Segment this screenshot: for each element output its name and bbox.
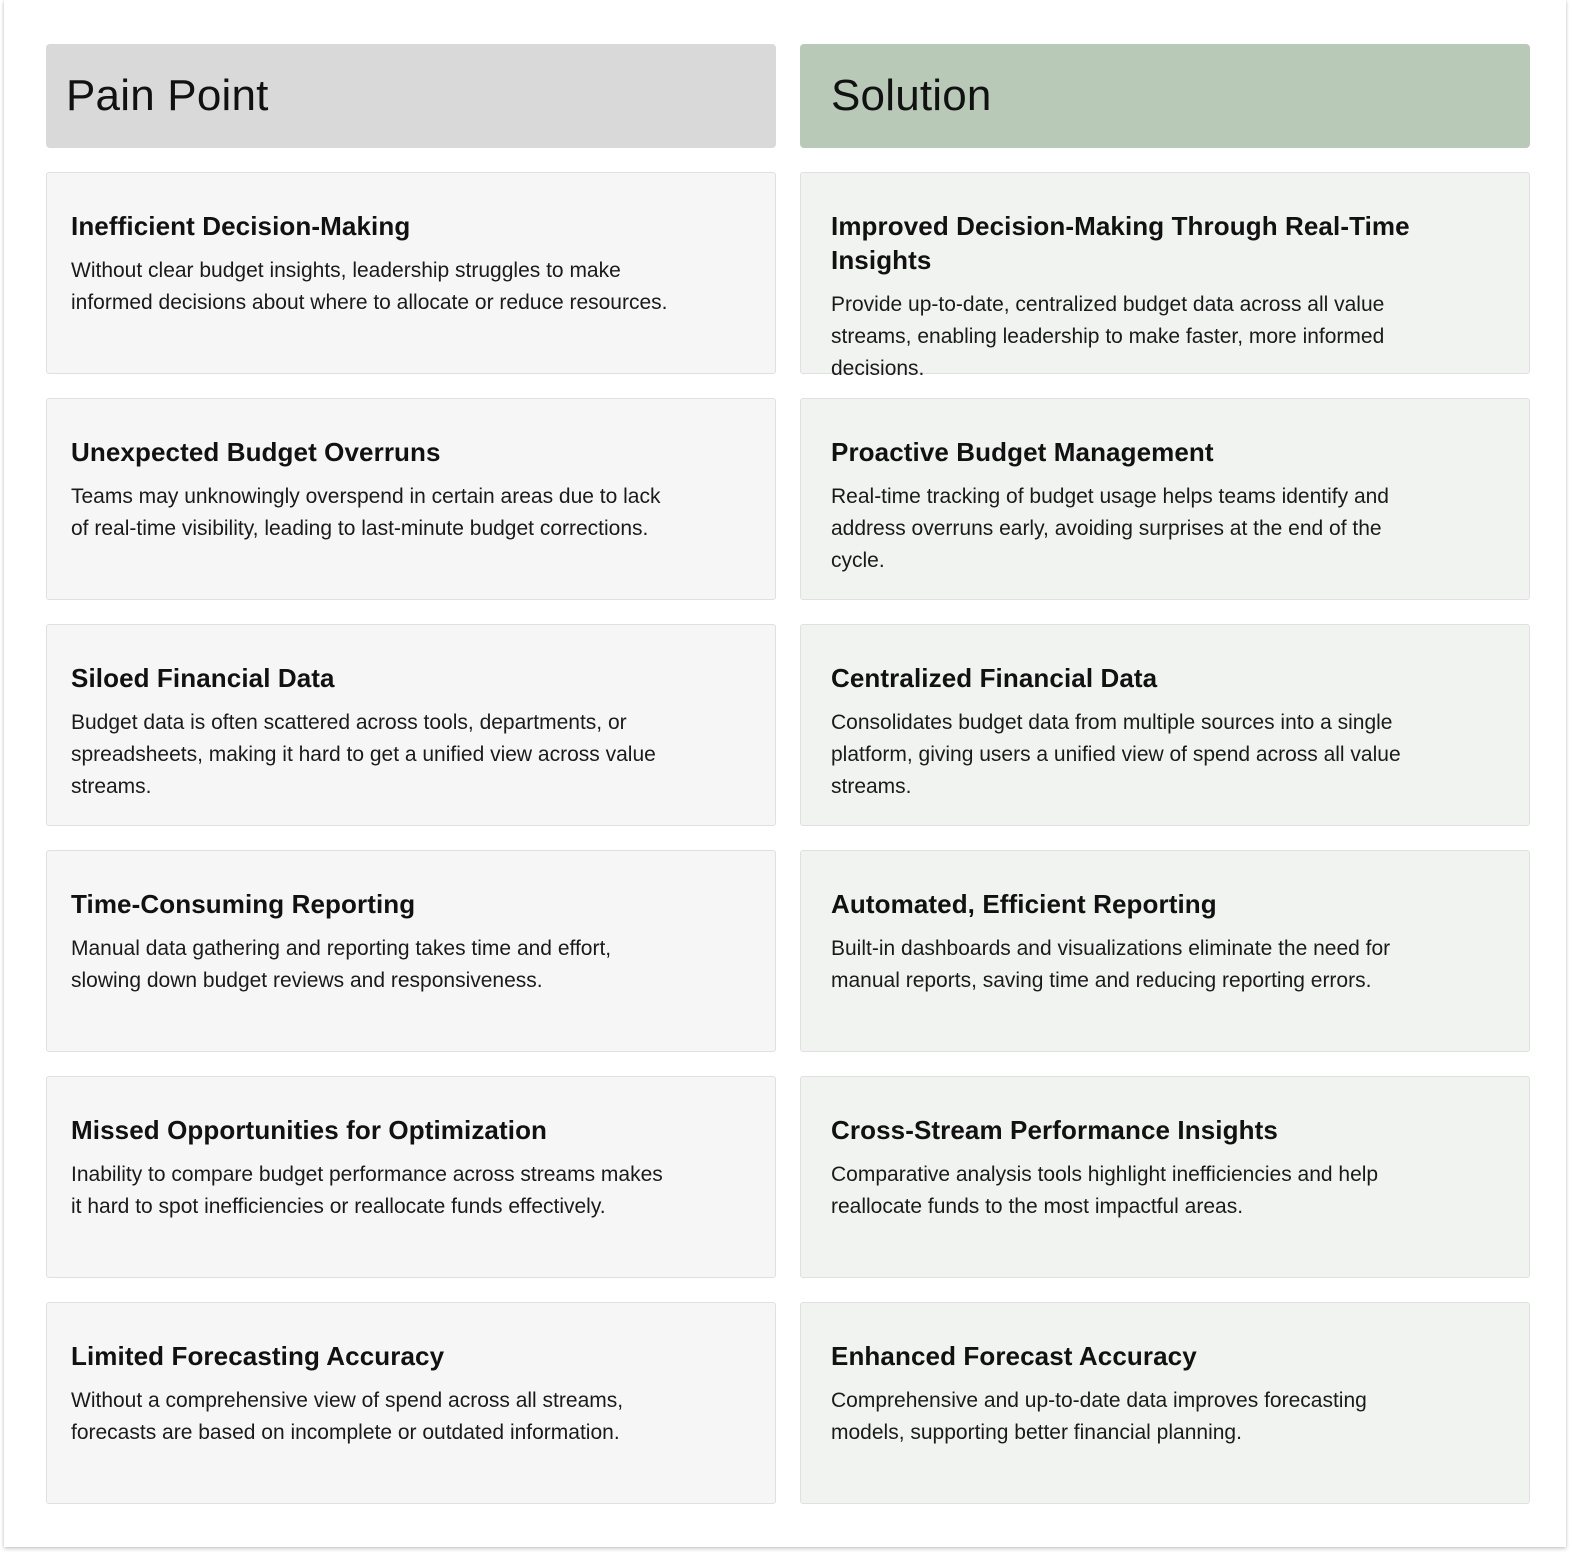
solution-card-body: Consolidates budget data from multiple sources into a single platform, giving users a unified view of spend across all value streams. (831, 711, 1401, 798)
pain-card-title: Inefficient Decision-Making (71, 211, 411, 241)
pain-card (46, 850, 776, 1052)
comparison-grid (46, 44, 1530, 1528)
pain-card-title: Time-Consuming Reporting (71, 889, 416, 919)
pain-card (46, 624, 776, 826)
pain-card (46, 398, 776, 600)
solution-card-title: Enhanced Forecast Accuracy (831, 1341, 1197, 1371)
pain-card-body: Manual data gathering and reporting takes time and effort, slowing down budget reviews and responsiveness. (71, 937, 612, 992)
pain-card-body: Without a comprehensive view of spend across all streams, forecasts are based on incomplete or outdated information. (71, 1389, 624, 1444)
solution-card (800, 172, 1530, 380)
pain-point-header: Pain Point (46, 44, 776, 148)
solution-card-title: Improved Decision-Making Through Real-Time Insights (831, 211, 1410, 275)
solution-card-body: Built-in dashboards and visualizations eliminate the need for manual reports, saving time and reducing reporting errors. (831, 937, 1391, 992)
solution-card-body: Real-time tracking of budget usage helps teams identify and address overruns early, avoiding surprises at the end of the cycle. (831, 485, 1389, 572)
solution-card-title: Cross-Stream Performance Insights (831, 1115, 1278, 1145)
pain-card-body: Without clear budget insights, leadership struggles to make informed decisions about where to allocate or reduce resources. (71, 259, 668, 314)
pain-card-title: Missed Opportunities for Optimization (71, 1115, 548, 1145)
pain-card-title: Limited Forecasting Accuracy (71, 1341, 445, 1371)
pain-card-title: Unexpected Budget Overruns (71, 437, 441, 467)
solution-header: Solution (800, 44, 1530, 148)
pain-card-body: Inability to compare budget performance across streams makes it hard to spot inefficiencies or reallocate funds effectively. (71, 1163, 663, 1218)
comparison-panel (4, 0, 1566, 1547)
solution-card-title: Proactive Budget Management (831, 437, 1214, 467)
solution-card-body: Provide up-to-date, centralized budget data across all value streams, enabling leadership to make faster, more informed decisions. (831, 293, 1385, 380)
pain-card (46, 1302, 776, 1504)
pain-card (46, 172, 776, 374)
solution-card (800, 1302, 1530, 1504)
pain-card-body: Teams may unknowingly overspend in certain areas due to lack of real-time visibility, leading to last-minute budget corrections. (71, 485, 661, 540)
solution-card-title: Centralized Financial Data (831, 663, 1158, 693)
solution-card-title: Automated, Efficient Reporting (831, 889, 1217, 919)
solution-card (800, 1076, 1530, 1278)
solution-card (800, 624, 1530, 826)
solution-card-body: Comparative analysis tools highlight inefficiencies and help reallocate funds to the most impactful areas. (831, 1163, 1379, 1218)
pain-card-title: Siloed Financial Data (71, 663, 335, 693)
solution-card (800, 398, 1530, 600)
solution-card-body: Comprehensive and up-to-date data improves forecasting models, supporting better financial planning. (831, 1389, 1367, 1444)
solution-card (800, 850, 1530, 1052)
pain-card (46, 1076, 776, 1278)
pain-card-body: Budget data is often scattered across tools, departments, or spreadsheets, making it hard to get a unified view across value streams. (71, 711, 656, 798)
